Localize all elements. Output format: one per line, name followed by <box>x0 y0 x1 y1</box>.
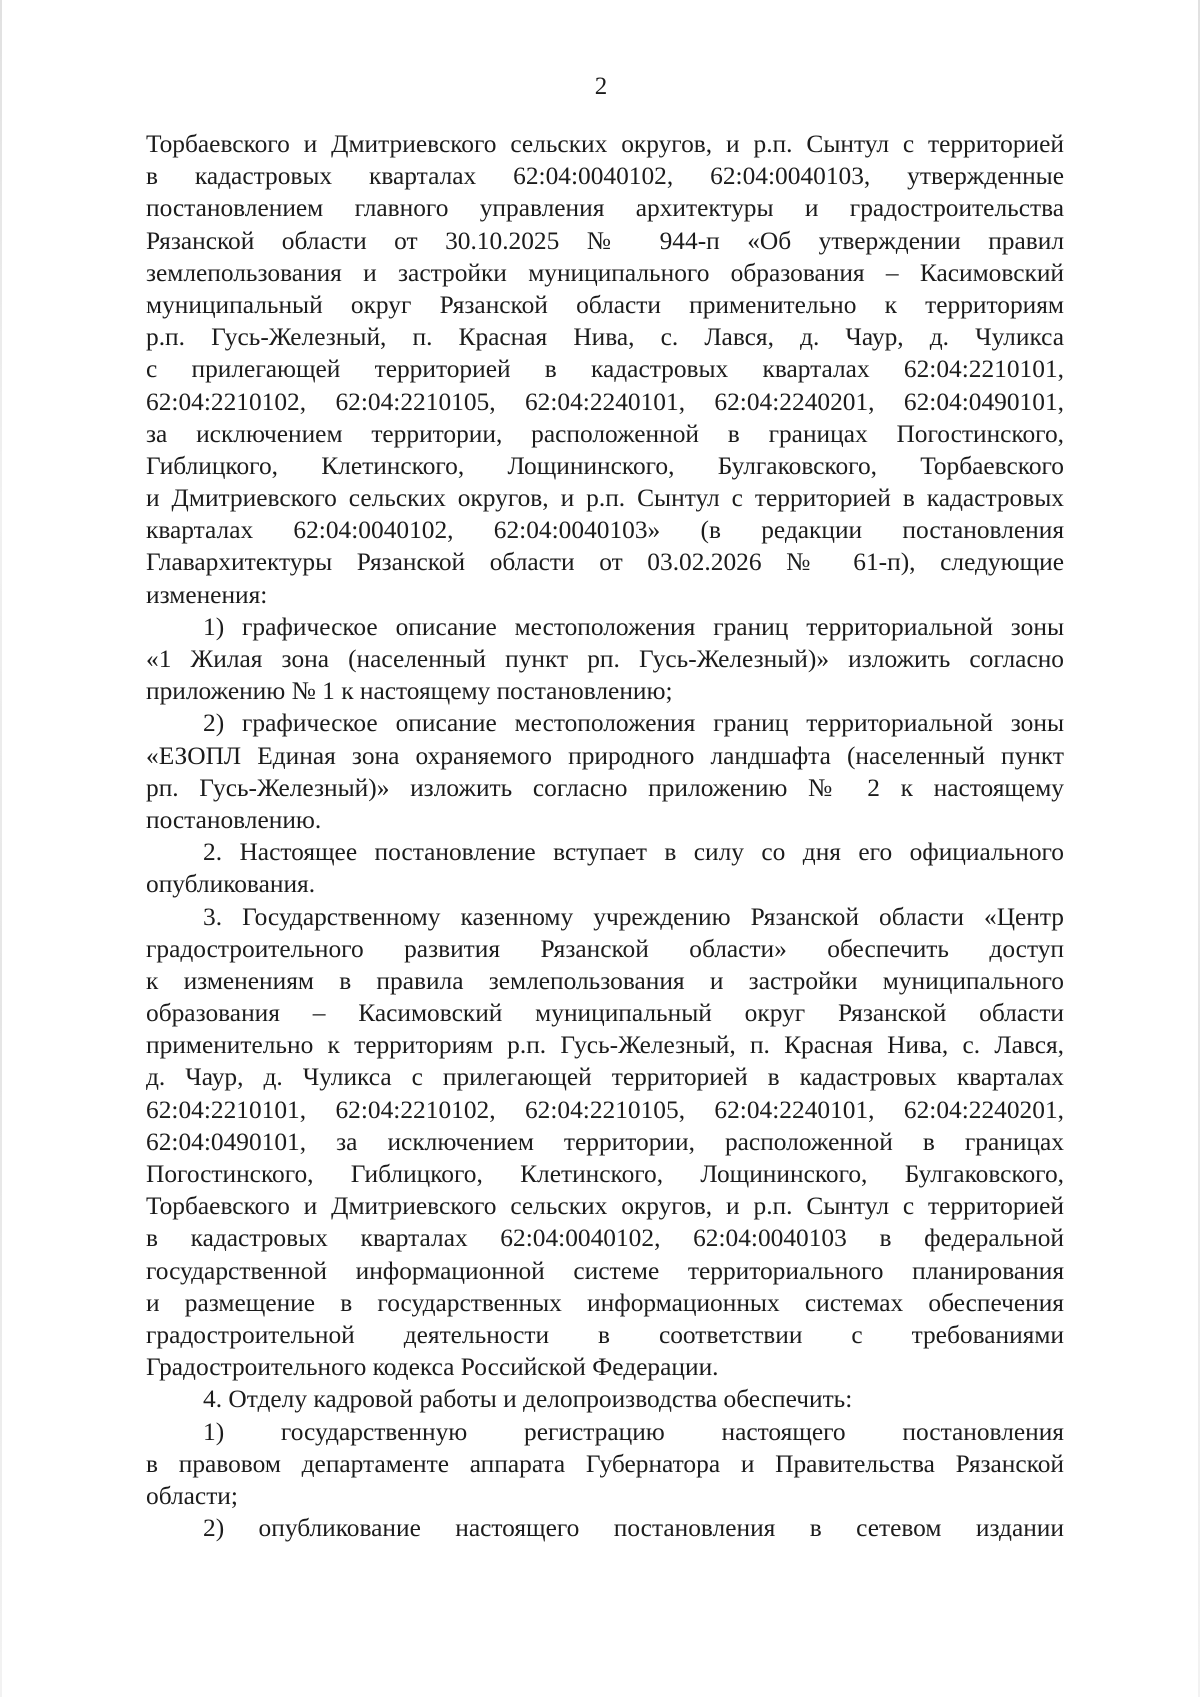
text-line: 1) государственную регистрацию настоящего постановления <box>203 1417 1064 1446</box>
text-line: Рязанской области от 30.10.2025 № 944-п «Об утверждении правил <box>146 226 1064 255</box>
text-line: землепользования и застройки муниципального образования – Касимовский <box>146 258 1064 287</box>
text-line: д. Чаур, д. Чуликса с прилегающей территорией в кадастровых кварталах <box>146 1063 1064 1092</box>
text-line: в правовом департаменте аппарата Губернатора и Правительства Рязанской <box>146 1449 1064 1478</box>
text-line: Градостроительного кодекса Российской Федерации. <box>146 1353 719 1382</box>
text-line: в кадастровых кварталах 62:04:0040102, 62:04:0040103 в федеральной <box>146 1224 1064 1253</box>
text-line: 4. Отделу кадровой работы и делопроизводства обеспечить: <box>203 1385 853 1414</box>
text-line: изменения: <box>146 580 268 609</box>
document-body <box>146 128 1064 1544</box>
text-line: градостроительного развития Рязанской области» обеспечить доступ <box>146 934 1064 963</box>
text-line: 62:04:2210101, 62:04:2210102, 62:04:2210105, 62:04:2240101, 62:04:2240201, <box>146 1095 1064 1124</box>
text-line: Главархитектуры Рязанской области от 03.02.2026 № 61-п), следующие <box>146 548 1064 577</box>
text-line: государственной информационной системе территориального планирования <box>146 1256 1064 1285</box>
text-line: применительно к территориям р.п. Гусь-Железный, п. Красная Нива, с. Лався, <box>146 1031 1064 1060</box>
text-line: рп. Гусь-Железный)» изложить согласно приложению № 2 к настоящему <box>146 773 1064 802</box>
page-number: 2 <box>594 73 608 100</box>
text-line: области; <box>146 1481 238 1510</box>
text-line: р.п. Гусь-Железный, п. Красная Нива, с. Лався, д. Чаур, д. Чуликса <box>146 323 1064 352</box>
text-line: Торбаевского и Дмитриевского сельских округов, и р.п. Сынтул с территорией <box>146 130 1064 158</box>
text-line: за исключением территории, расположенной в границах Погостинского, <box>146 419 1064 448</box>
text-line: кварталах 62:04:0040102, 62:04:0040103» (в редакции постановления <box>146 516 1064 545</box>
text-line: в кадастровых кварталах 62:04:0040102, 62:04:0040103, утвержденные <box>146 162 1064 191</box>
text-line: Погостинского, Гиблицкого, Клетинского, Лощининского, Булгаковского, <box>146 1160 1064 1188</box>
text-line: к изменениям в правила землепользования и застройки муниципального <box>146 966 1064 995</box>
text-line: Торбаевского и Дмитриевского сельских округов, и р.п. Сынтул с территорией <box>146 1192 1064 1221</box>
text-line: образования – Касимовский муниципальный округ Рязанской области <box>146 999 1064 1028</box>
text-line: 62:04:2210102, 62:04:2210105, 62:04:2240101, 62:04:2240201, 62:04:0490101, <box>146 387 1064 416</box>
text-line: «1 Жилая зона (населенный пункт рп. Гусь-Железный)» изложить согласно <box>146 645 1064 673</box>
text-line: постановлению. <box>146 805 322 834</box>
text-line: Гиблицкого, Клетинского, Лощининского, Булгаковского, Торбаевского <box>146 451 1064 480</box>
text-line: и размещение в государственных информационных системах обеспечения <box>146 1288 1064 1317</box>
text-line: «ЕЗОПЛ Единая зона охраняемого природного ландшафта (населенный пункт <box>146 741 1064 770</box>
text-line: 2) опубликование настоящего постановления в сетевом издании <box>203 1514 1064 1543</box>
scan-edge-left <box>0 0 2 1697</box>
text-line: 3. Государственному казенному учреждению Рязанской области «Центр <box>203 902 1064 931</box>
text-line: с прилегающей территорией в кадастровых кварталах 62:04:2210101, <box>146 355 1064 384</box>
text-line: градостроительной деятельности в соответствии с требованиями <box>146 1320 1064 1349</box>
text-line: муниципальный округ Рязанской области применительно к территориям <box>146 290 1064 319</box>
text-line: и Дмитриевского сельских округов, и р.п. Сынтул с территорией в кадастровых <box>146 484 1064 513</box>
text-line: опубликования. <box>146 870 316 899</box>
text-line: постановлением главного управления архитектуры и градостроительства <box>146 194 1064 223</box>
text-line: 2) графическое описание местоположения границ территориальной зоны <box>203 709 1064 738</box>
text-line: 62:04:0490101, за исключением территории, расположенной в границах <box>146 1127 1064 1156</box>
text-line: 2. Настоящее постановление вступает в силу со дня его официального <box>203 838 1064 867</box>
text-line: приложению № 1 к настоящему постановлению; <box>146 677 673 706</box>
text-line: 1) графическое описание местоположения границ территориальной зоны <box>203 612 1064 641</box>
